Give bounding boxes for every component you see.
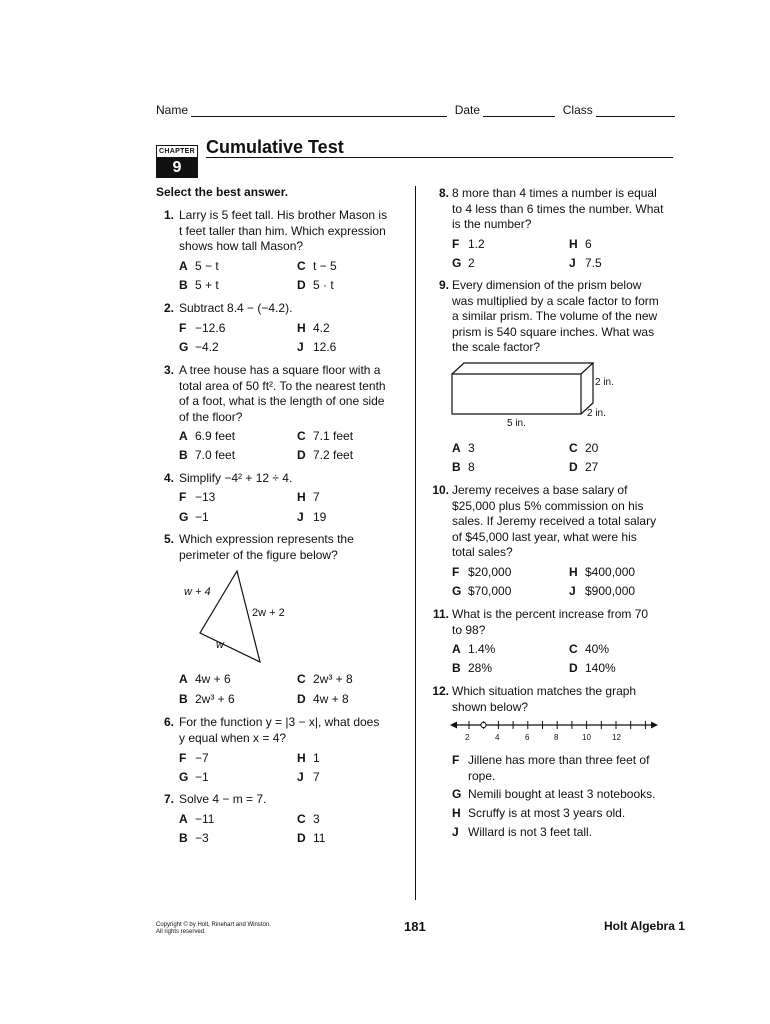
choice-h[interactable]: H Scruffy is at most 3 years old. — [452, 806, 626, 820]
choice-j[interactable]: J 19 — [297, 510, 327, 524]
choice-a[interactable]: A −11 — [179, 812, 215, 826]
choice-b[interactable]: B 28% — [452, 661, 493, 675]
chapter-badge — [156, 145, 198, 178]
tick-label: 4 — [495, 733, 500, 742]
number-line-arrow-left — [450, 722, 457, 729]
class-line — [596, 103, 675, 117]
choice-g[interactable]: G Nemili bought at least 3 notebooks. — [452, 787, 656, 801]
question-text: Which expression represents the perimeter of the figure below? — [179, 532, 354, 562]
triangle-label-left: w + 4 — [184, 586, 211, 598]
question-number: 2. — [163, 301, 174, 315]
choice-a[interactable]: A 4w + 6 — [179, 672, 231, 686]
choice-f[interactable]: F −13 — [179, 490, 216, 504]
choice-d[interactable]: D 11 — [297, 831, 326, 845]
choice-c[interactable]: C t − 5 — [297, 259, 337, 273]
choice-a[interactable]: A 1.4% — [452, 642, 496, 656]
number-line-tick-labels — [448, 733, 660, 745]
question-number: 7. — [163, 792, 174, 806]
choice-f[interactable]: F 1.2 — [452, 237, 485, 251]
triangle-shape — [200, 571, 260, 662]
choice-f[interactable]: F −12.6 — [179, 321, 226, 335]
choice-c[interactable]: C 40% — [569, 642, 610, 656]
question-number: 1. — [163, 208, 174, 222]
question-text: Simplify −4² + 12 ÷ 4. — [179, 471, 293, 485]
question-text: Which situation matches the graph shown below? — [452, 684, 637, 714]
question-text: For the function y = |3 − x|, what does y equal when x = 4? — [179, 715, 380, 745]
choice-g[interactable]: G 2 — [452, 256, 475, 270]
question-number: 10. — [432, 483, 449, 497]
triangle-label-right: 2w + 2 — [252, 607, 285, 619]
choice-h[interactable]: H 4.2 — [297, 321, 330, 335]
page-title: Cumulative Test — [206, 137, 344, 157]
question-text: What is the percent increase from 70 to 98? — [452, 607, 649, 637]
prism-figure — [448, 360, 598, 420]
open-circle — [481, 722, 486, 727]
name-line — [191, 103, 447, 117]
question-number: 3. — [163, 363, 174, 377]
choice-c[interactable]: C 20 — [569, 441, 599, 455]
tick-label: 6 — [525, 733, 530, 742]
choice-d[interactable]: D 4w + 8 — [297, 692, 349, 706]
chapter-number: 9 — [157, 158, 197, 177]
choice-b[interactable]: B −3 — [179, 831, 209, 845]
chapter-label: CHAPTER — [157, 146, 197, 158]
question-number: 9. — [438, 278, 449, 292]
choice-g[interactable]: G −1 — [179, 510, 209, 524]
question-number: 12. — [432, 684, 449, 698]
choice-b[interactable]: B 8 — [452, 460, 475, 474]
choice-j[interactable]: J 12.6 — [297, 340, 337, 354]
choice-h[interactable]: H 6 — [569, 237, 592, 251]
question-text: Jeremy receives a base salary of $25,000 plus 5% commission on his sales. If Jeremy received a total salary of $45,000 last year, what were his total sales? — [452, 483, 657, 559]
instructions: Select the best answer. — [156, 185, 289, 199]
choice-a[interactable]: A 6.9 feet — [179, 429, 236, 443]
name-label: Name — [156, 103, 189, 117]
question-text: Larry is 5 feet tall. His brother Mason is t feet taller than him. Which expression shows how tall Mason? — [179, 208, 388, 253]
prism-top-face — [452, 363, 593, 374]
choice-h[interactable]: H 1 — [297, 751, 320, 765]
date-label: Date — [454, 103, 481, 117]
prism-length-label: 5 in. — [507, 418, 526, 429]
choice-f[interactable]: F $20,000 — [452, 565, 512, 579]
class-label: Class — [562, 103, 593, 117]
question-text: Solve 4 − m = 7. — [179, 792, 267, 806]
choice-g[interactable]: G −4.2 — [179, 340, 219, 354]
question-number: 6. — [163, 715, 174, 729]
choice-b[interactable]: B 2w³ + 6 — [179, 692, 235, 706]
choice-b[interactable]: B 7.0 feet — [179, 448, 236, 462]
choice-a[interactable]: A 5 − t — [179, 259, 219, 273]
choice-j[interactable]: J 7.5 — [569, 256, 602, 270]
choice-g[interactable]: G −1 — [179, 770, 209, 784]
choice-a[interactable]: A 3 — [452, 441, 475, 455]
book-title: Holt Algebra 1 — [604, 919, 685, 933]
tick-label: 8 — [554, 733, 559, 742]
copyright: Copyright © by Holt, Rinehart and Winston. All rights reserved. — [156, 922, 271, 935]
choice-c[interactable]: C 3 — [297, 812, 320, 826]
title-rule — [206, 157, 673, 158]
choice-d[interactable]: D 7.2 feet — [297, 448, 354, 462]
choice-j[interactable]: J Willard is not 3 feet tall. — [452, 825, 593, 839]
choice-f[interactable]: F Jillene has more than three feet of rope. — [452, 753, 650, 783]
choice-h[interactable]: H 7 — [297, 490, 320, 504]
page-number: 181 — [404, 919, 426, 934]
triangle-figure — [170, 565, 320, 670]
question-number: 4. — [163, 471, 174, 485]
question-number: 5. — [163, 532, 174, 546]
choice-d[interactable]: D 5 · t — [297, 278, 334, 292]
choice-d[interactable]: D 140% — [569, 661, 616, 675]
question-number: 11. — [432, 607, 449, 621]
tick-label: 12 — [612, 733, 621, 742]
prism-side-face — [581, 363, 593, 414]
name-field-row — [156, 103, 675, 117]
question-text: 8 more than 4 times a number is equal to 4 less than 6 times the number. What is the number? — [452, 186, 664, 231]
prism-height-label: 2 in. — [595, 377, 614, 388]
choice-j[interactable]: J 7 — [297, 770, 320, 784]
choice-d[interactable]: D 27 — [569, 460, 599, 474]
choice-h[interactable]: H $400,000 — [569, 565, 636, 579]
choice-c[interactable]: C 2w³ + 8 — [297, 672, 353, 686]
number-line-arrow-right — [651, 722, 658, 729]
prism-depth-label: 2 in. — [587, 408, 606, 419]
question-number: 8. — [438, 186, 449, 200]
choice-c[interactable]: C 7.1 feet — [297, 429, 354, 443]
choice-g[interactable]: G $70,000 — [452, 584, 512, 598]
tick-label: 10 — [582, 733, 591, 742]
tick-label: 2 — [465, 733, 470, 742]
column-divider — [415, 186, 416, 900]
choice-b[interactable]: B 5 + t — [179, 278, 219, 292]
triangle-label-bottom: w — [216, 639, 224, 651]
choice-j[interactable]: J $900,000 — [569, 584, 636, 598]
choice-f[interactable]: F −7 — [179, 751, 209, 765]
prism-front-face — [452, 374, 581, 414]
question-text: Subtract 8.4 − (−4.2). — [179, 301, 293, 315]
question-text: Every dimension of the prism below was multiplied by a scale factor to form a similar prism. The volume of the new prism is 540 square inches. What was the scale factor? — [452, 278, 659, 354]
date-line — [483, 103, 555, 117]
question-text: A tree house has a square floor with a total area of 50 ft². To the nearest tenth of a foot, what is the length of one side of the floor? — [179, 363, 386, 424]
